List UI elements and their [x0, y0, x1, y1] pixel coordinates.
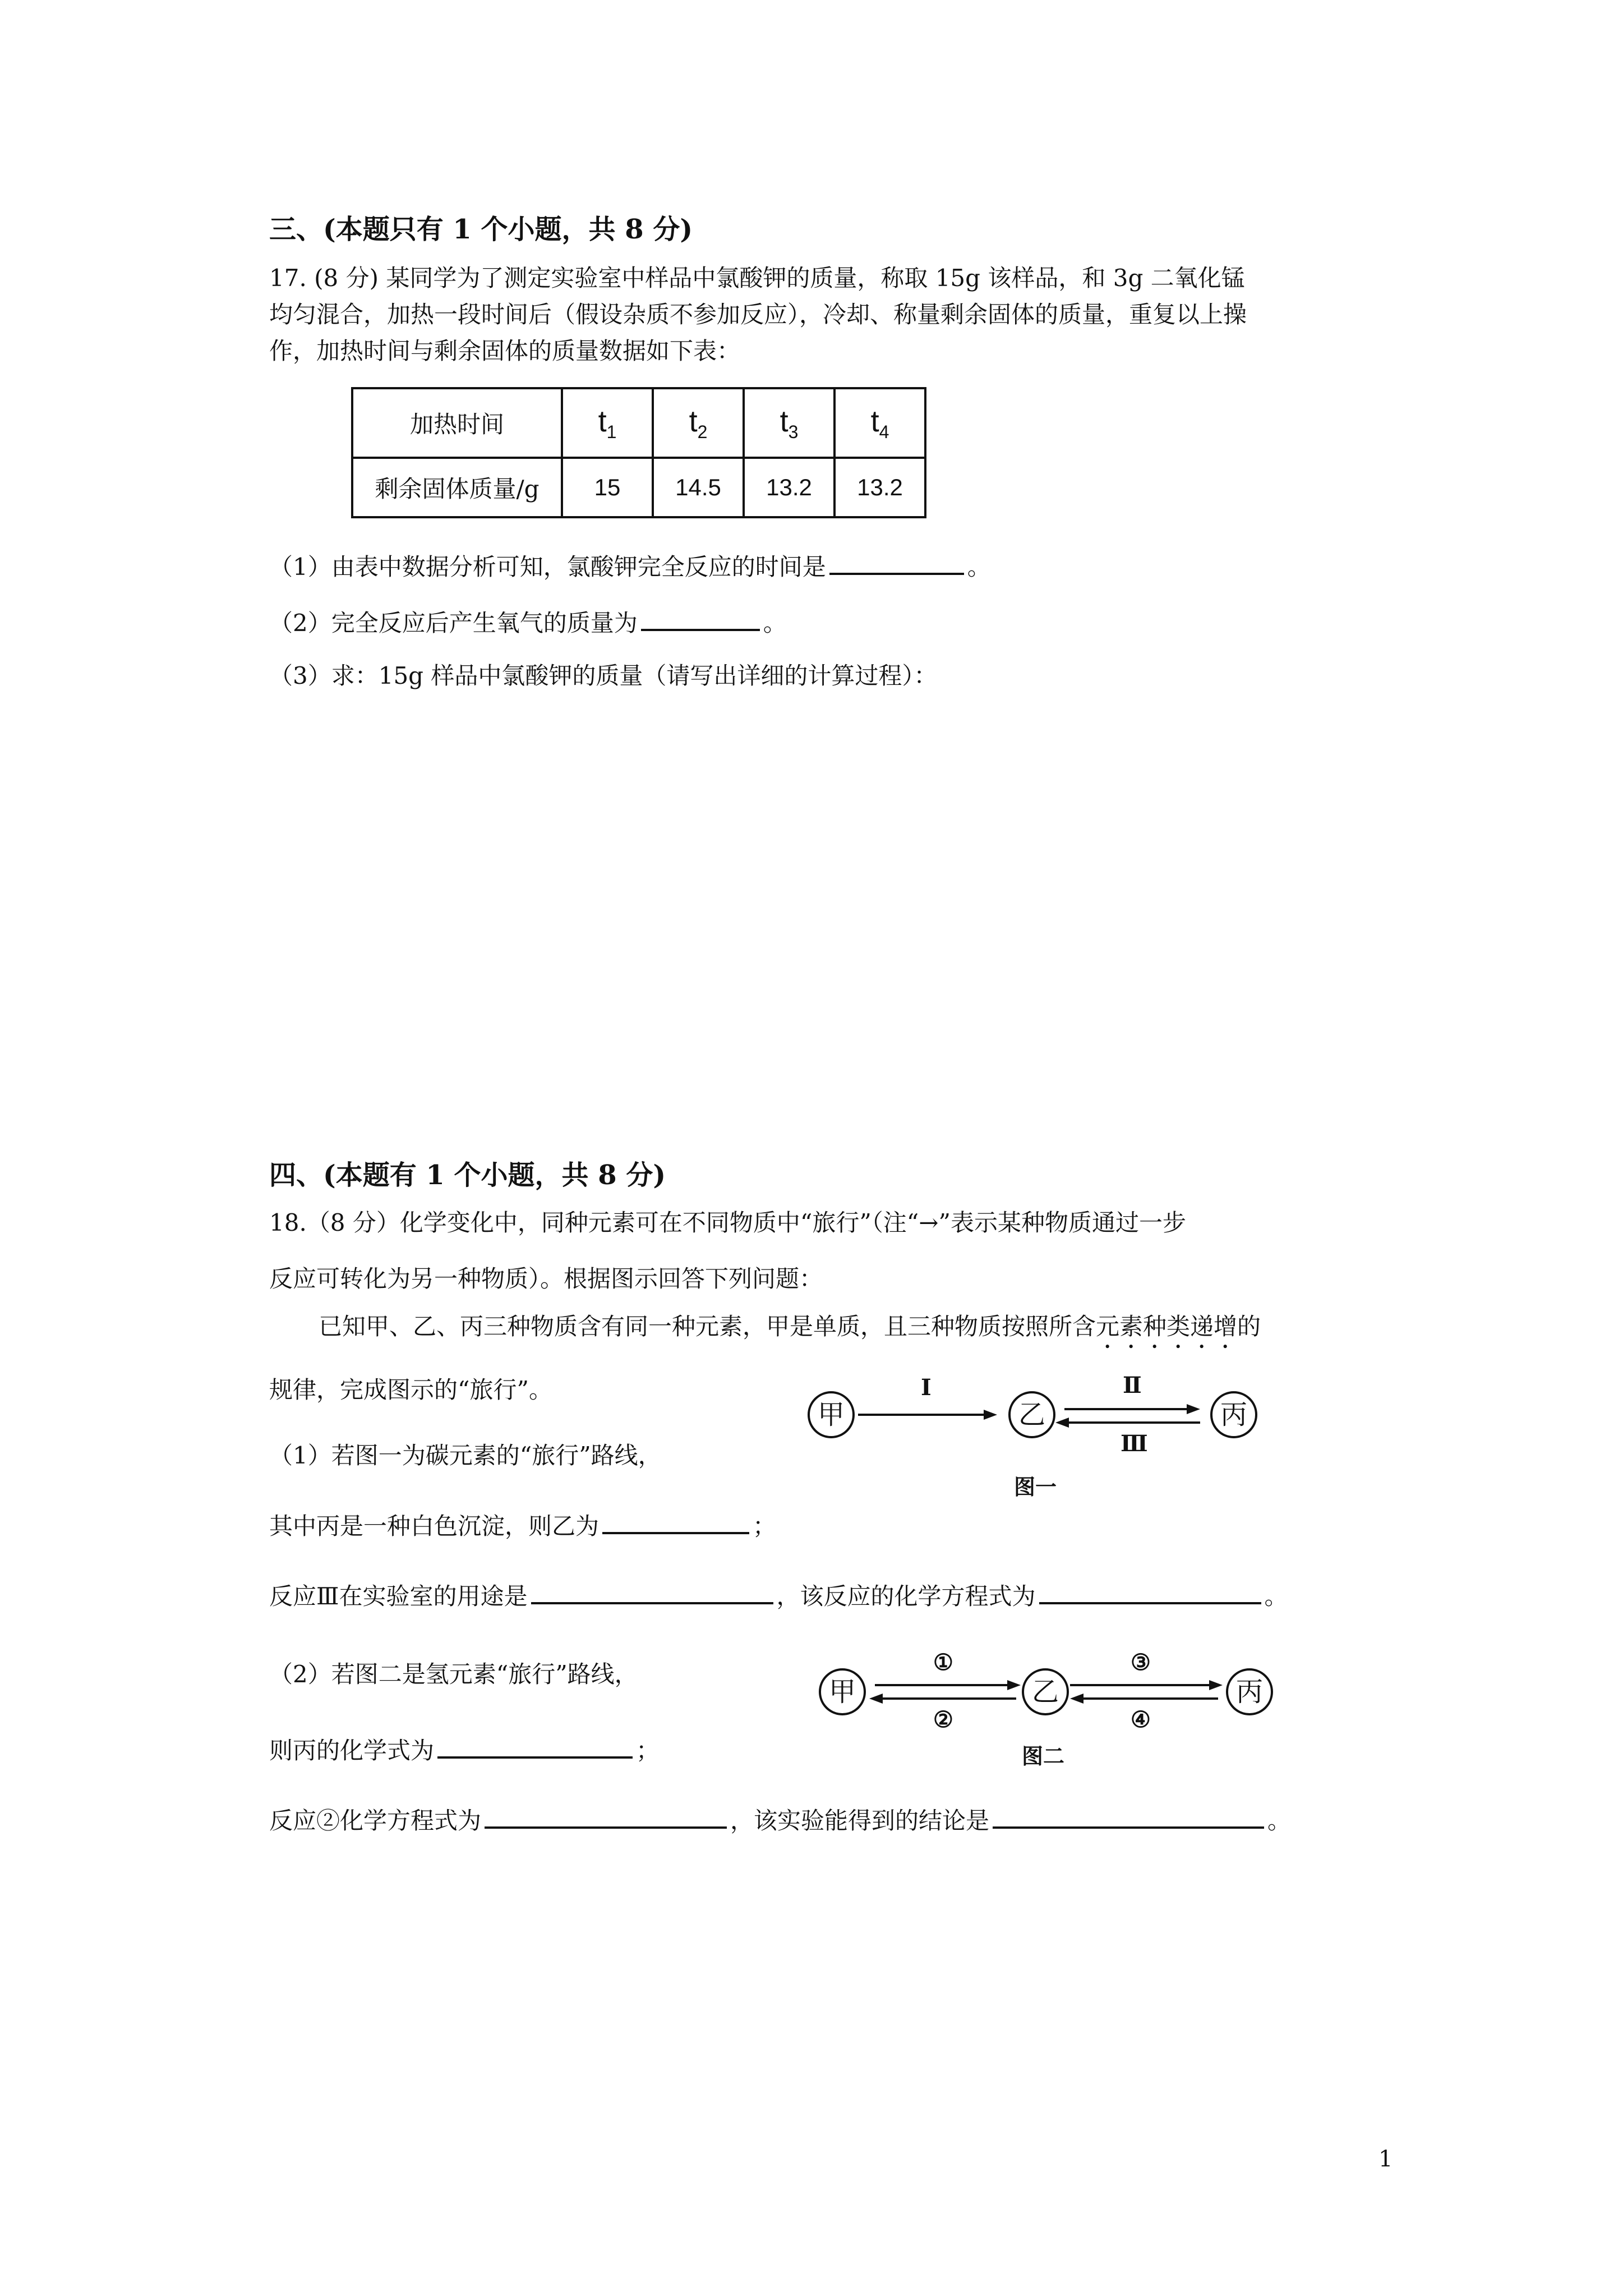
diagram-two-caption: 图二 [1022, 1743, 1065, 1769]
section3-heading: 三、(本题只有 1 个小题，共 8 分) [269, 214, 693, 245]
q18-line1: 18.（8 分）化学变化中，同种元素可在不同物质中“旅行”（注“→”表示某种物质通过一步 [269, 1209, 1186, 1236]
table-header-remaining-mass: 剩余固体质量/g [352, 458, 562, 517]
diagram-two-label-4: ④ [1131, 1706, 1151, 1733]
answer-blank-reaction3-use[interactable] [531, 1576, 773, 1604]
diagram-one [796, 1374, 1267, 1509]
q17-line2: 均匀混合，加热一段时间后（假设杂质不参加反应），冷却、称量剩余固体的质量，重复以上操 [269, 301, 1247, 328]
q18-part2-line-a: 则丙的化学式为 ； [269, 1731, 660, 1768]
q17-line1: 17. (8 分) 某同学为了测定实验室中样品中氯酸钾的质量，称取 15g 该样品，和 3g 二氧化锰 [269, 264, 1245, 292]
table-cell-mass-3: 13.2 [744, 458, 834, 517]
diagram-one-node-jia: 甲 [808, 1391, 855, 1438]
diagram-two-node-yi: 乙 [1022, 1668, 1069, 1715]
table-header-heating-time: 加热时间 [352, 388, 562, 458]
q17-sub1: （1）由表中数据分析可知，氯酸钾完全反应的时间是 。 [269, 547, 991, 584]
answer-blank-conclusion[interactable] [993, 1801, 1264, 1829]
diagram-two-node-bing: 丙 [1226, 1668, 1273, 1715]
table-cell-t3: $t_3$ [744, 388, 834, 458]
table-cell-mass-2: 14.5 [653, 458, 744, 517]
answer-blank-complete-time[interactable] [829, 547, 964, 575]
diagram-two [819, 1644, 1290, 1778]
q17-line3: 作，加热时间与剩余固体的质量数据如下表： [269, 337, 741, 365]
table-cell-mass-1: 15 [562, 458, 653, 517]
diagram-one-caption: 图一 [1014, 1474, 1057, 1499]
diagram-two-label-3: ③ [1131, 1649, 1151, 1676]
table-cell-t2: $t_2$ [653, 388, 744, 458]
q18-part1-line-a: 其中丙是一种白色沉淀，则乙为 ； [269, 1506, 776, 1543]
q18-line2: 反应可转化为另一种物质）。根据图示回答下列问题： [269, 1265, 823, 1292]
page-number: 1 [1378, 2146, 1393, 2172]
heating-data-table [351, 387, 926, 518]
q17-sub2: （2）完全反应后产生氧气的质量为 。 [269, 603, 787, 640]
answer-blank-reaction3-equation[interactable] [1039, 1576, 1261, 1604]
q18-part1-line-b: 反应Ⅲ在实验室的用途是 ，该反应的化学方程式为 。 [269, 1576, 1288, 1613]
q18-line4: 规律，完成图示的“旅行”。 [269, 1376, 552, 1404]
answer-blank-oxygen-mass[interactable] [641, 603, 760, 631]
diagram-two-label-2: ② [933, 1706, 953, 1733]
section4-heading: 四、(本题有 1 个小题，共 8 分) [269, 1159, 666, 1191]
diagram-one-label-3: Ⅲ [1121, 1430, 1148, 1457]
diagram-two-label-1: ① [933, 1649, 953, 1676]
answer-blank-bing-formula[interactable] [437, 1731, 633, 1759]
table-row-time [352, 388, 925, 458]
table-cell-t1: $t_1$ [562, 388, 653, 458]
table-cell-t4: $t_4$ [834, 388, 925, 458]
table-row-mass [352, 458, 925, 517]
table-cell-mass-4: 13.2 [834, 458, 925, 517]
diagram-one-label-1: Ⅰ [921, 1374, 932, 1401]
q18-line3: 已知甲、乙、丙三种物质含有同一种元素，甲是单质，且三种物质按照所含元素种类递增的 [319, 1313, 1261, 1340]
diagram-two-node-jia: 甲 [819, 1668, 866, 1715]
q18-part1-intro: （1）若图一为碳元素的“旅行”路线， [269, 1442, 662, 1469]
diagram-one-node-yi: 乙 [1008, 1391, 1055, 1438]
diagram-one-label-2: Ⅱ [1123, 1372, 1142, 1398]
diagram-one-node-bing: 丙 [1210, 1391, 1257, 1438]
q18-part2-line-b: 反应②化学方程式为 ，该实验能得到的结论是 。 [269, 1801, 1291, 1838]
emphasized-phrase: 元素种类递增 [1096, 1313, 1238, 1340]
q17-sub3: （3）求：15g 样品中氯酸钾的质量（请写出详细的计算过程）： [269, 662, 938, 689]
q18-part2-intro: （2）若图二是氢元素“旅行”路线， [269, 1660, 638, 1688]
answer-blank-reaction2-equation[interactable] [485, 1801, 727, 1829]
answer-blank-yi[interactable] [602, 1506, 749, 1534]
